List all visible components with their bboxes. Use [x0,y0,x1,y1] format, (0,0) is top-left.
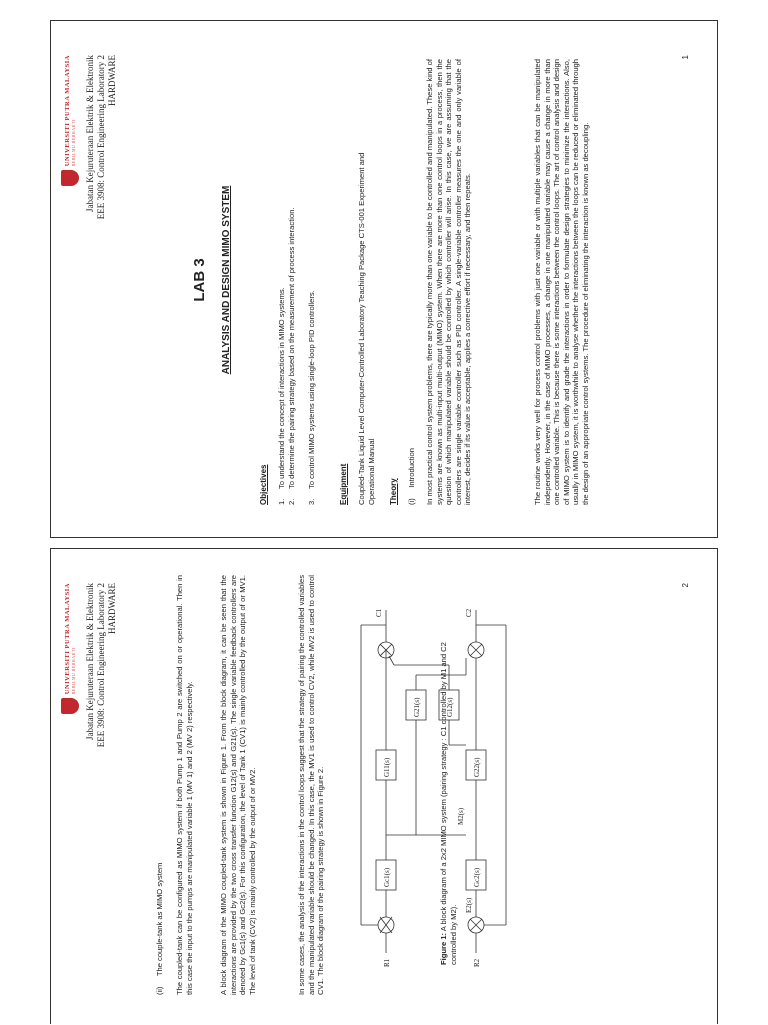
page-2-sheet [50,548,718,1024]
page-number: 1 [681,55,690,60]
theory-heading: Theory [389,478,398,505]
page-header [85,583,118,747]
label-g12: G12(s) [446,697,454,717]
objective-item: 2.To determine the pairing strategy based on the measurement of process interaction. [287,207,296,505]
objective-item: 1.To understand the concept of interactions in MIMO systems. [277,287,286,505]
logo-text: UNIVERSITI PUTRA MALAYSIA [64,55,71,167]
figure-caption [439,625,458,965]
paragraph-1: The coupled-tank can be configured as MIMO system if both Pump 1 and Pump 2 are switched on or operational. Then in this case the input to the pumps are manipulated variable 1 (MV 1) and 2 (MV 2) respectively. [175,575,194,995]
university-logo [61,583,79,714]
header-tag: HARDWARE [107,55,117,106]
objectives-heading: Objectives [259,464,268,505]
label-e2: E2(s) [465,897,473,913]
lab-title: LAB 3 [191,258,208,302]
label-c2: C2 [465,608,473,617]
university-crest-icon [61,698,79,714]
equipment-heading: Equipment [339,463,348,505]
header-course: EEE 3908: Control Engineering Laboratory 2 [96,583,106,748]
paragraph-2: A block diagram of the MIMO coupled-tank system is shown in Figure 1. From the block diagram, it can be seen that the interactions are provided by the two cross transfer function G12(s) and G21(s). The single variable feedback controllers are denoted by Gc1(s) and Gc2(s). For this configuration, the level of Tank 1 (CV1) is mainly controlled by the output of or MV1. The level of tank (CV2) is mainly controlled by the output of or MV2. [219,575,257,995]
logo-subtext: BERILMU BERBAKTI [71,119,76,167]
lab-subtitle: ANALYSIS AND DESIGN MIMO SYSTEM [221,185,232,375]
equipment-text: Coupled-Tank Liquid Level Computer-Controlled Laboratory Teaching Package CTS-001 Experiment and Operational Manual [357,152,376,505]
header-dept: Jabatan Kejuruteraan Elektrik & Elektronik [85,55,95,212]
header-dept: Jabatan Kejuruteraan Elektrik & Elektronik [85,583,95,740]
page-1-content [51,21,719,539]
label-g11: G11(s) [383,757,391,777]
header-tag: HARDWARE [107,583,117,634]
logo-subtext: BERILMU BERBAKTI [71,647,76,695]
figure-label: Figure 1: [439,932,448,965]
label-m2: M2(s) [457,807,465,825]
label-g22: G22(s) [473,757,481,777]
intro-paragraph-2: The routine works very well for process control problems with just one variable or with multiple variables that can be manipulated independently. However, in the case of MIMO processes, a change in one manipulated variable may cause a change in more than one controlled variable. This is because there is some interactions between the control loops. The art of control analysis and design of MIMO system is to identify and grade the interactions in order to formulate design strategies to minimize the interactions. Also, usually in MIMO system, it is worthwhile to analyse whether the interactions between the loops can be reduced or eliminated through the design of an appropriate control systems. The procedure of eliminating the interaction is known as decoupling. [533,59,590,505]
header-course: EEE 3908: Control Engineering Laboratory 2 [96,55,106,220]
page-header [85,55,118,219]
label-r1: R1 [383,958,391,967]
introduction-heading: (i) Introduction [407,448,416,505]
section-heading: (ii) The couple-tank as MIMO system [155,862,164,995]
label-c1: C1 [375,608,383,617]
university-logo [61,55,79,186]
logo-text: UNIVERSITI PUTRA MALAYSIA [64,583,71,695]
label-g21: G21(s) [413,697,421,717]
figure-caption-text: A block diagram of a 2x2 MIMO system (pairing strategy : C1 controlled by M1 and C2 controlled by M2). [439,642,458,965]
university-crest-icon [61,170,79,186]
label-gc2: Gc2(s) [473,867,481,887]
label-gc1: Gc1(s) [383,867,391,887]
mimo-block-diagram [351,595,521,975]
paragraph-3: In some cases, the analysis of the interactions in the control loops suggest that the strategy of pairing the controlled variables and the manipulated variable should be changed. In this case, the MV1 is used to control CV2, while MV2 is used to control CV1. The block diagram of the pairing strategy is shown in Figure 2. [297,574,326,995]
label-r2: R2 [473,958,481,967]
objective-item: 3.To control MIMO systems using single-loop PID controllers. [307,290,316,505]
page-2-content [51,549,719,1025]
page-1-sheet [50,20,718,538]
page-number: 2 [681,583,690,588]
intro-paragraph-1: In most practical control system problems, there are typically more than one variable to be controlled and manipulated. These kind of systems are known as multi-input multi-output (MIMO) system. When there are more than one control loops in a process, then the question of which manipulated variable should be controlled by which controller will arise. In this case, we are assuming that the controllers are single variable controller such as PID controller. A single-variable controller measures the one and only variable of interest, decides if its value is acceptable, applies a corrective effort if necessary, and then repeats. [425,59,473,505]
